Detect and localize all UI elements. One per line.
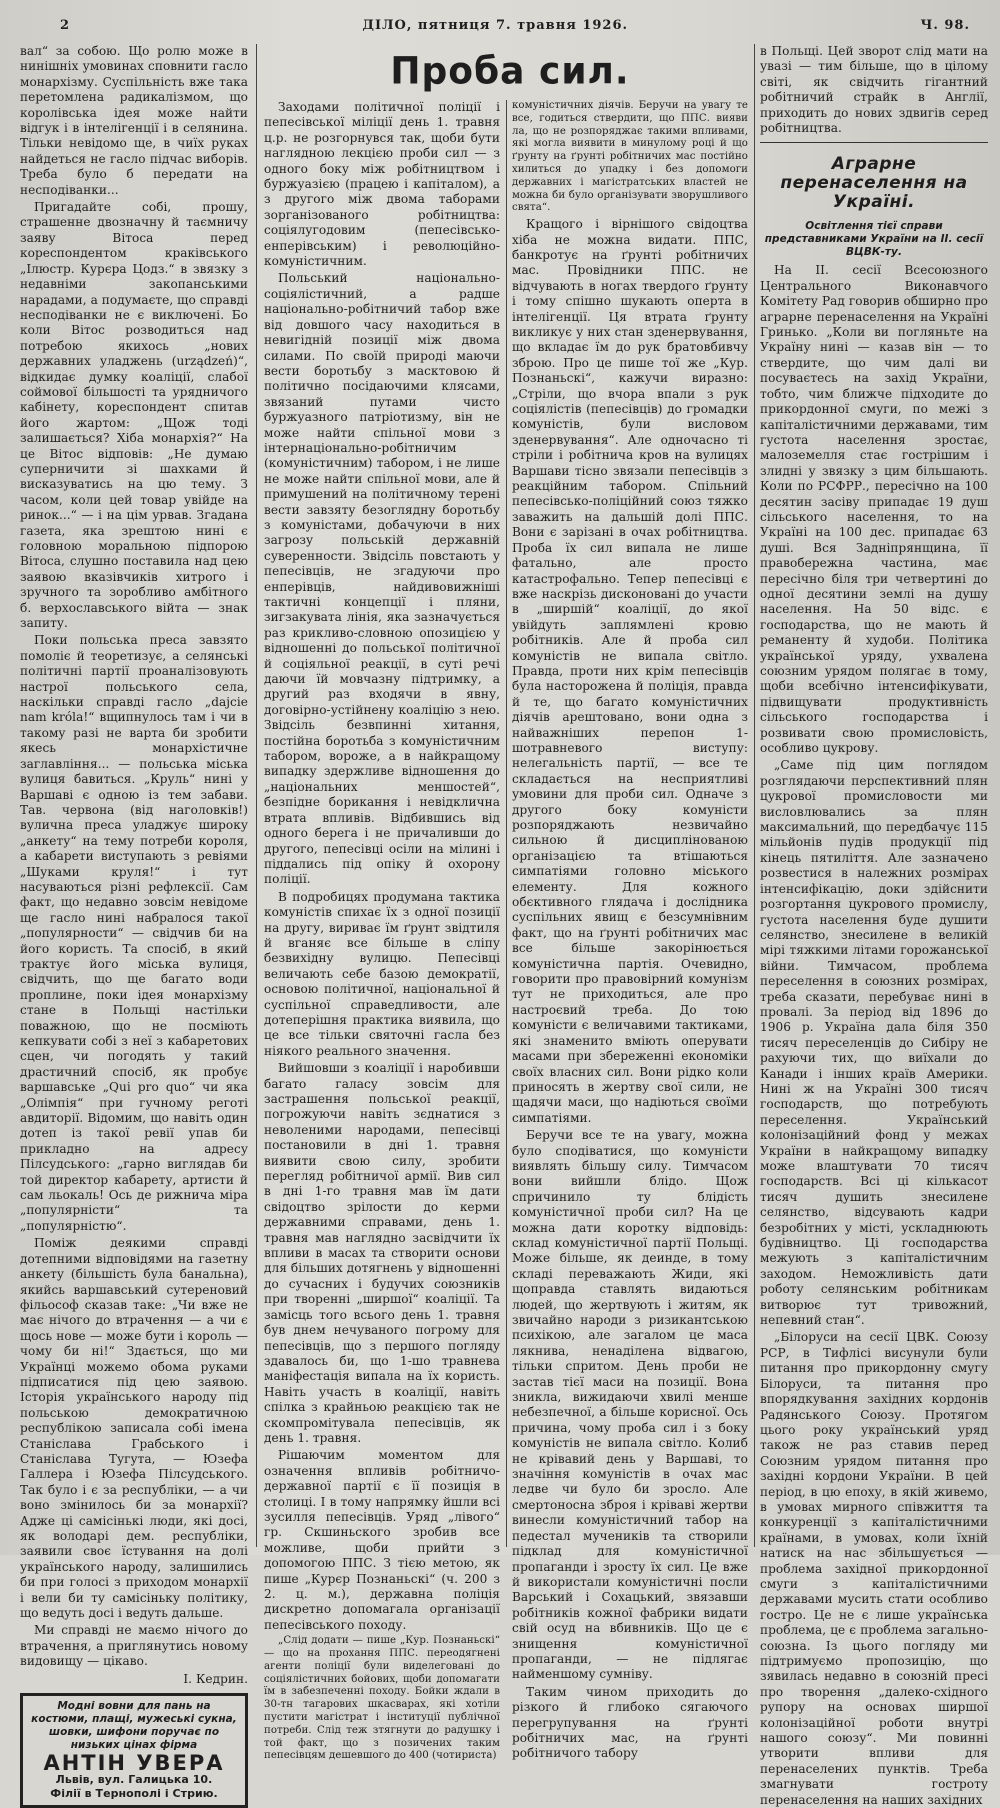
col4-para-3: „Білоруси на сесії ЦВК. Союзу РСР, в Тифлісі висунули були питання про прикордонну смугу Білоруси, та питання про впорядкування західних кордонів Радянського Союзу. Протягом цього року український уряд також не раз ставив перед Союзним урядом питання про західні кордони України. В цей період, в цю епоху, в якій живемо, в умовах мирного співжиття та конкуренції з капіталістичними країнами, в умовах, коли їхній натиск на нас збільшується — проблема західної прикордонної смуги з капіталістичними державами мусить стати особливо гостро. Це не є лише українська проблема, це є проблема загально-союзна. Із цього погляду ми підтримуємо пропозицію, що зявилась недавно в союзній пресі про творення „далеко-східного рупору на основах ширшої колонізаційної роботи внутрі нашого союзу“. Ми повинні утворити впливи для перенаселених пунктів. Треба змагнувати гостроту перенаселення на наших західних <box>760 1330 988 1807</box>
section-title: Аграрне перенаселення на Україні. <box>780 154 968 213</box>
section-divider <box>760 142 988 143</box>
column-4 <box>760 44 988 1807</box>
col2-quote: „Слід додати — пише „Кур. Познаньскі“ — що на прохання ППС. переодягнені агенти поліції були виделеговані до соціялістичних бойових, щоби допомагати їм в забезпеченні походу. Бойки ждали в 30-тн тагарових шкасварах, які хотіли пустити магістрат і інституції публічної потреби. Слід теж зтягнути до радушку і той факт, що з позичених таким пепесівцям дешевшого до 400 (чотириста) <box>264 1635 500 1762</box>
col3-para-2: Беручи все те на увагу, можна було сподіватися, що комуністи виявлять більшу силу. Тимчасом вони вийшли блідо. Щож спричинило ту блідість комуністичної проби сил? На це можна дати коротку відповідь: склад комуністичної партії Польщі. Може більше, як деинде, в тому складі переважають Жиди, які щоправда ставлять видаються людей, що жертвують і житям, як звичайно народи з ризикантською психікою, але загалом це маса лякнива, ненаділена відвагою, тільки спритом. День проби не застав тієї маси на позиції. Вона зникла, вижидаючи хвилі менше небезпечної, а більше кориснoї. Ось причина, чому проба сил і з боку комуністів не випала світло. Колиб не крівавий день у Варшаві, то значіння комуністів в очах мас ледве чи було би зросло. Але смертоносна зброя і кріваві жертви винесли комуністичний табор на педестал мучеників та створили підклад для комуністичної пропаганди і зросту їх сил. Це вже й використали комуністичні посли Варський і Сохацький, звязавши робітників кожної фабрики видати свій осуд на вбивників. Що це є знищення комуністичної пропаганди, — не підлягає найменшому сумніву. <box>512 1128 748 1682</box>
col1-para-5: Ми справді не маємо нічого до втрачення, а приглянутись новому видовищу — цікаво. <box>20 1623 248 1669</box>
col2-para-4: Вийшовши з коаліції і наробивши багато галасу зовсім для застрашення польської реакції, погрожуючи навіть зєднатися з неволеними народами, пепесівці постановили в дні 1. травня виявити свою силу, зробити перегляд робітничої армії. Вив сил в дні 1-го травня мав їм дати свідоцтво зрілости до керми державними справами, день 1. травня мав наглядно засвідчити їх впливи в масах та створити основи для більших дотягнень у відношенні до сучасних і будучих союзників при творенні „ширшої“ коаліції. Та замісць того всього день 1. травня був днем нечуваного погрому для пепесівців, що з першого погляду здавалось би, що 1-шо травнева маніфестація випала на їх користь. Навіть участь в коаліції, навіть спілка з крайньою реакцією так не скомпромітувала пепесівців, як день 1. травня. <box>264 1061 500 1445</box>
col2-para-5: Рішаючим моментом для означення впливів робітничо-державної партії є її позиція в столиці. І в тому напрямку йшли всі зусилля пепесівців. Уряд „лівого“ гр. Скшиньского зробив все можливе, щоби прийти з допомогою ППС. З тією метою, як пише „Курєр Познаньскі“ (ч. 200 з 2. ц. м.), державна поліція дискретно допомагала організації пепесівського походу. <box>264 1448 500 1632</box>
page-header <box>20 18 990 40</box>
column-3 <box>512 100 748 1761</box>
column-rule <box>754 44 755 1547</box>
col3-para-1: Кращого і вірнішого свідоцтва хіба не можна видати. ППС, банкротує на ґрунті робітничих мас. Провідники ППС. не відчувають в ногах твердого ґрунту і тому спішно шукають оперта в інтелігенції. Ця втрата ґрунту викликує у них стан зденервування, що вкладає їм до рук братовбивчу зброю. Про це пише тої же „Кур. Познаньскі“, кажучи виразно: „Стріли, що вчора впали з рук соціялістів (пепесівців) до громадки комуністів, були висловом зденервування“. Але одночасно ті стріли і робітнича кров на вулицях Варшави тісно звязали пепесівців з реакційним табором. Спільний пепесівсько-поліційний союз тяжко заважить на дальшій долі ППС. Вони є зарізані в очах робітництва. Проба їх сил випала не лише фатально, але просто катастрофально. Тепер пепесівці є вже наскрізь дисконовані до участи в „ширшій“ коаліції, до якої увійдуть заплямлені кровю робітників. Але й проба сил комуністів не випала світло. Правда, проти них крім пепесівців була насторожена й поліція, правда й те, що багато комуністичних діячів арештовано, вони одна з найважніших перепон 1-шотравневого виступу: нелегальність партії, — все те складається на несприятливі умовини для проби сил. Одначе з другого боку комуністи розпоряджають незвичайно сильною й дисциплінованою організацією та втішаються симпатіями головно міського елементу. Для кожного обєктивного глядача і дослідника суспільних явищ є безсумнівним факт, що на ґрунті робітничих мас все більше закорінюється комуністична партія. Очевидно, говорити про правовірний комунізм тут не приходиться, але про настроєвий треба. До тою комуністи є величавими тактиками, які знаменито вміють оперувати масами при збереженні економіки своїх власних сил. Вони рідко коли приносять в жертву свої сили, не щадячи маси, що надіються своїми симпатіями. <box>512 217 748 1125</box>
ad-address: Львів, вул. Галицька 10. <box>55 1773 213 1787</box>
issue-number: Ч. 98. <box>920 18 970 33</box>
masthead: ДІЛО, пятниця 7. травня 1926. <box>362 18 629 33</box>
col1-para-1: вал“ за собою. Що ролю може в нинішніх умовинах сповнити гасло монархізму. Суспільність вже така перетомлена радикалізмом, що королівська ідея може найти відгук і в інтелігенції і в селянина. Тільки невідомо ще, в чиїх руках найдеться не гасло підчас виборів. Треба було б передати на несподіванки... <box>20 44 248 197</box>
ad-firm-name: АНТІН УВЕРА <box>43 1751 225 1776</box>
page-number: 2 <box>60 18 71 33</box>
column-2 <box>264 100 500 1762</box>
col1-para-3: Поки польська преса завзято помоліє й теоретизує, а селянські політичні партії проаналізовують настрої польського села, наскільки справді гасло „dajcie nam króla!“ вщипнулось там і чи в такому разі не варта би зробити якесь монархістичне заглавління... — польська міська вулиця бавиться. „Круль“ нині у Варшаві є одною із тем забави. Тав. червона (від наголовків!) вулична преса уладжує широку „анкету“ на тему потреби короля, а кабарети виступають з ревіями „Шуками круля!“ і тут насуваються різні рефлексії. Сам факт, що недавно зовсім невідоме ще гасло нині набралося такої „популярности“ — свідчив би на його користь. Та спосіб, в який трактує його міська вулиця, свідчить, що ще багато води проплине, поки ідея монархізму стане в Польщі настільки поважною, що не посміють кепкувати собі з неї з кабаретових сцен, чи погодять у такий драстичний спосіб, як пробує варшавське „Qui pro quo“ чи яка „Олімпія“ при гучному реготі авдиторії. Відомим, що навіть один дотеп із такої ревії упав би прикладно на адресу Пілсудського: „гарно виглядав би той директор кабарету, артисти й сам льокаль! Ось де рижнича міра „популярністи“ та „популярністю“. <box>20 633 248 1233</box>
col1-para-4: Поміж деякими справді дотепними відповідями на газетну анкету (більшість була банальна), якийсь варшавський сутереновий фільософ сказав таке: „Чи вже не має нічого до втрачення — а чи є щось нове — може бути і король — чому би ні!“ Здається, що ми Українці можемо обома руками підписатися під цею заявою. Історія українського народу під польською демократичною республікою записала собі імена Станіслава Грабського і Станіслава Тугута, — Юзефа Галлера і Юзефа Пілсудського. Так було і є за республіки, — а чи воно змінилось би за монархії? Адже ці самісінькі люди, які досі, як володарі дем. республіки, заявили своє їстування на долі українського народу, залишились би при голосі з приходом монархії і вели би ту самісіньку політику, що ведуть досі і ведуть дальше. <box>20 1236 248 1621</box>
article-signature: І. Кедрин. <box>183 1671 248 1686</box>
col1-para-2: Пригадайте собі, прошу, страшенне двозначну й таємничу заяву Вітоса перед кореспондентом краківського „Ілюстр. Курєра Цодз.“ в звязку з недавніми закопанськими нарадами, а подумаєте, що справді несподіванки не є виключені. Бо коли Вітос розводиться над потребою якихось „нових державних уладжень (urządzeń)“, відкидає думку коаліції, слабої соймової більшості та урядничого кабінету, кореспондент спитав його жартом: „Щож тоді залишається? Хіба монархія?“ На це Вітос відповів: „Не думаю суперничити зі шахками й висказуватись на цю тему. З часом, коли цей товар увійде на ринок...“ — і на цім урвав. Згадана газета, яка зрештою нині є головною моральною підпорою Вітоса, слушно поставила над цею заявою вказівчиків хитрого і зручного та зоробливо амбітного б. верхославського війта — знак запиту. <box>20 200 248 631</box>
column-1 <box>20 44 248 1801</box>
ad-text: Модні вовни для пань на костюми, плащі, мужеські сукна, шовки, шифони поручає по низьких цінах фірма <box>31 1700 237 1752</box>
col3-quote: комуністичних діячів. Беручи на увагу те все, годиться ствердити, що ППС. вияви ла, що не розпоряджає такими впливами, які могла виявити в минулому році й що ґрунту на ґрунті робітничих мас постійно хилиться до упадку і без допомоги державних і магістратських властей не можна би було організувати зворушливого свята“. <box>512 100 748 214</box>
section-subtitle: Освітлення тієї справи представниками України на ІІ. сесії ВЦВК-ту. <box>764 220 984 259</box>
col2-para-2: Польський національно-соціялістичний, а радше національно-робітничий табор вже від довшого часу находиться в невигідній позиції між двома силами. По своїй природі маючи вести боротьбу з масктовою й політично посідаючими клясами, звязаний путами чисто буржуазного патріотизму, він не може найти спільної мови з інтернаціонально-робітничим (комуністичним) табором, і не лише не може найти спільної мови, але й примушений на політичному терені вести завзяту безоглядну боротьбу з комуністами, добачуючи в них загрозу польській державній суверенности. Звідсіль повстають у пепесівців, не згадуючи про енперівців, найдивовижніші тактичні концепції і пляни, зигзакувата лінія, яка зазначується раз крикливо-словною опозицією у відношенні до польської політичної й соціяльної реакції, в суті речі даючи їй мовчазну підтримку, а другий раз входячи в явну, договірно-устійнену коаліцію з нею. Звідсіль безвпинні хитання, постійна боротьба з комуністичним табором, вороже, а в найкращому випадку здержливе відношення до „національних меншостей“, безпідне борикання і невідклична втрата впливів. Відбившись від одного берега і не причаливши до другого, пепесівці осіли на мілині і піддались під опіку й охорону поліції. <box>264 271 500 887</box>
col3-para-3: Таким чином приходить до різкого й глибоко сягаючого перегрупування на ґрунті робітничих мас, на ґрунті робітничого табору <box>512 1684 748 1761</box>
col4-top-para: в Польщі. Цей зворот слід мати на увазі — тим більше, що в цілому світі, як свідчить гігантний робітничий страйк в Англії, приходить до нових здвигів серед робітництва. <box>760 44 988 136</box>
column-rule <box>506 100 507 1547</box>
col4-para-1: На ІІ. сесії Всесоюзного Центрального Виконавчого Комітету Рад говорив обширно про аграрне перенаселення на Україні Гринько. „Коли ви погляньте на Україну нині — казав він — то ствердите, що чим далі ви посуваєтесь на захід України, тобто, чим ближче підходите до прикордонної смуги, по межі з капіталістичними державами, тим густота населення зростає, малоземелля стає гострішим і злидні у звязку з цим більшають. Коли по РСФРР., пересічно на 100 десятин засіву припадає 19 душ сільського населення, то на Україні на 100 дес. припадає 63 душі. Вся Задніпрянщина, її правобережна частина, має пересічно біля три четвертині до одної десятини землі на душу населення. На 50 відс. є господарства, що не мають й реманенту й худоби. Політика української уряду, ухвалена союзним урядом полягає в тому, щоби всебічно інтенсифікувати, підвищувати продуктивність сільського господарства і розвивати свою промисловість, особливо цукрову. <box>760 263 988 756</box>
col2-para-3: В подробицях продумана тактика комуністів спихає їх з одної позиції на другу, вириває їм ґрунт звідтиля й вганяє все більше в сліпу безвихідну вулицю. Пепесівці величають себе базою демократії, основою політичної, національної й суспільної справедливости, але дотеперішня практика виявила, що це все тільки святочні гасла без ніякого реального значення. <box>264 889 500 1058</box>
advertisement <box>20 1693 248 1808</box>
ad-branches: Філії в Тернополі і Стрию. <box>50 1787 218 1801</box>
columns <box>20 44 990 1807</box>
col2-para-1: Заходами політичної поліції і пепесівської міліції день 1. травня ц.р. не розгорнувся так, щоби бути наглядною лекцією проби сил — з одного боку між робітництвом і буржуазією (працею і капіталом), а з другого між двома таборами зорганізованого робітництва: соціялугодовим (пепесівсько-енперівським) і революційно-комуністичним. <box>264 100 500 269</box>
column-rule <box>256 44 257 1547</box>
article-headline: Проба сил. <box>390 49 630 93</box>
col4-para-2: „Саме під цим поглядом розглядаючи перспективний плян цукрової промисловости ми висловлювались за плян максимальний, що передбачує 115 мільйонів пудів продукції під кінець пятиліття. Але зазначено розвестися в належних розмірах інтенсифікацію, доки здійснити розгортання цукрового промислу, густота населення буде душити селянство, знесилене в великій мірі тяжкими літами горожанської війни. Тимчасом, проблема переселення в союзних розмірах, треба сказати, перебуває нині в провалі. За період від 1896 до 1906 р. Україна дала біля 350 тисяч переселенців до Сибіру не рахуючи тих, що виїхали до Канади і інших країв Америки. Нині ж на Україні 300 тисяч господарств, що потребують переселення. Український колонізаційний фонд у межах України в найкращому випадку може влаштувати 70 тисяч господарств. Всі ці кількасот тисяч душить знесилене селянство, відсувають кадри безробітних у місті, ускладнюють будівництво. Ці господарства межують з капіталістичним заходом. Неможливість дати роботу селянським робітникам витворює тут тривожний, непевний стан“. <box>760 758 988 1328</box>
